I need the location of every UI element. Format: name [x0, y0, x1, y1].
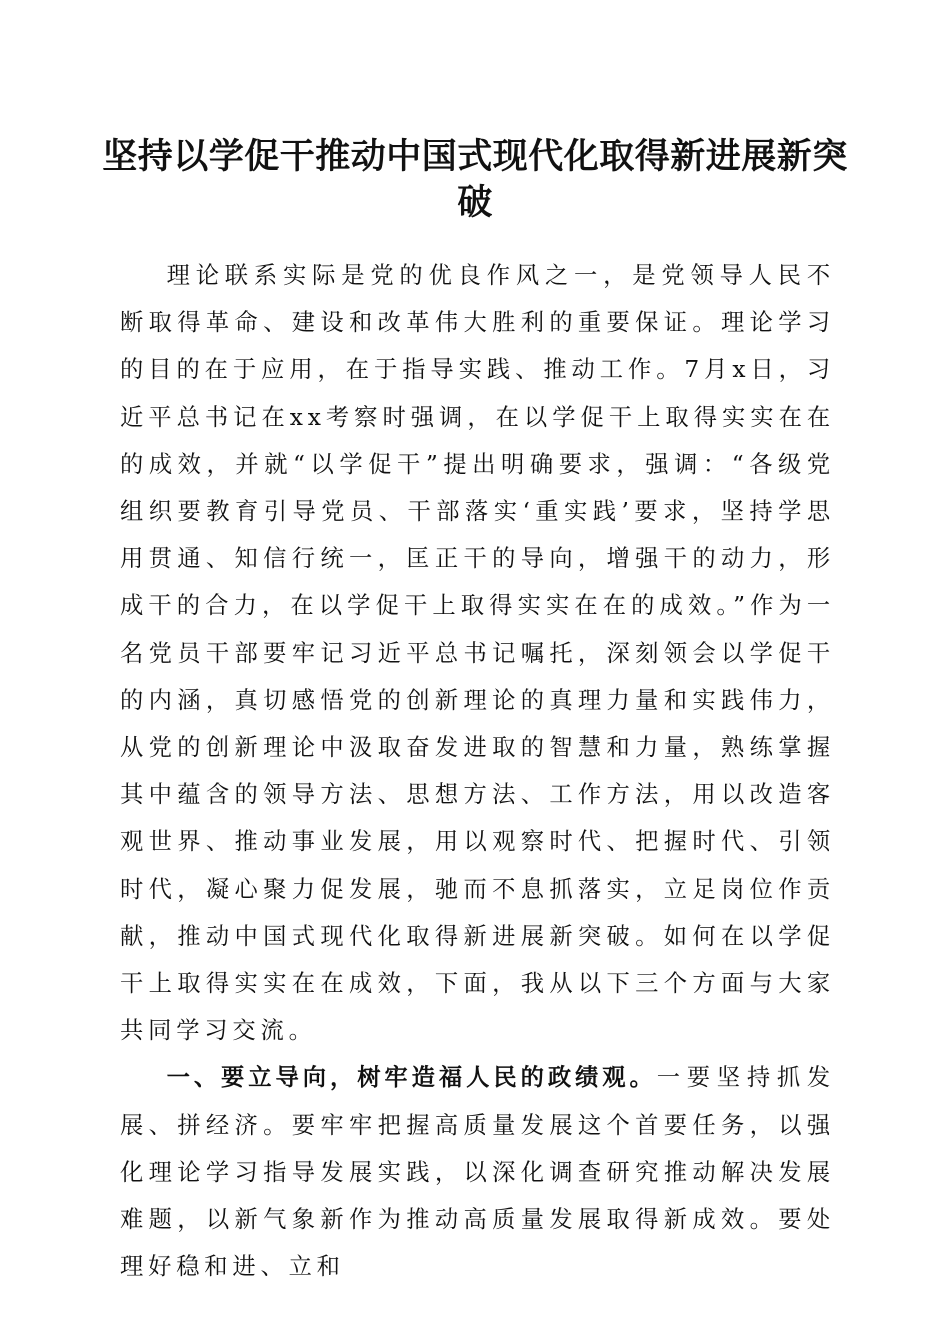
document-title: 坚持以学促干推动中国式现代化取得新进展新突破: [102, 136, 848, 223]
section-1-heading: 一、要立导向，树牢造福人民的政绩观。: [166, 1064, 657, 1092]
paragraph-intro: [120, 252, 835, 1054]
document-body: [120, 252, 835, 1290]
paragraph-section-1: [120, 1054, 835, 1290]
paragraph-intro-text: 理论联系实际是党的优良作风之一，是党领导人民不断取得革命、建设和改革伟大胜利的重要保证。理论学习的目的在于应用，在于指导实践、推动工作。7月x日，习近平总书记在xx考察时强调，在以学促干上取得实实在在的成效，并就“以学促干”提出明确要求，强调：“各级党组织要教育引导党员、干部落实‘重实践’要求，坚持学思用贯通、知信行统一，匡正干的导向，增强干的动力，形成干的合力，在以学促干上取得实实在在的成效。”作为一名党员干部要牢记习近平总书记嘱托，深刻领会以学促干的内涵，真切感悟党的创新理论的真理力量和实践伟力，从党的创新理论中汲取奋发进取的智慧和力量，熟练掌握其中蕴含的领导方法、思想方法、工作方法，用以改造客观世界、推动事业发展，用以观察时代、把握时代、引领时代，凝心聚力促发展，驰而不息抓落实，立足岗位作贡献，推动中国式现代化取得新进展新突破。如何在以学促干上取得实实在在成效，下面，我从以下三个方面与大家共同学习交流。: [120, 262, 835, 1045]
section-1-text: 一要坚持抓发展、拼经济。要牢牢把握高质量发展这个首要任务，以强化理论学习指导发展实践，以深化调查研究推动解决发展难题，以新气象新作为推动高质量发展取得新成效。要处理好稳和进、立和: [120, 1064, 835, 1281]
